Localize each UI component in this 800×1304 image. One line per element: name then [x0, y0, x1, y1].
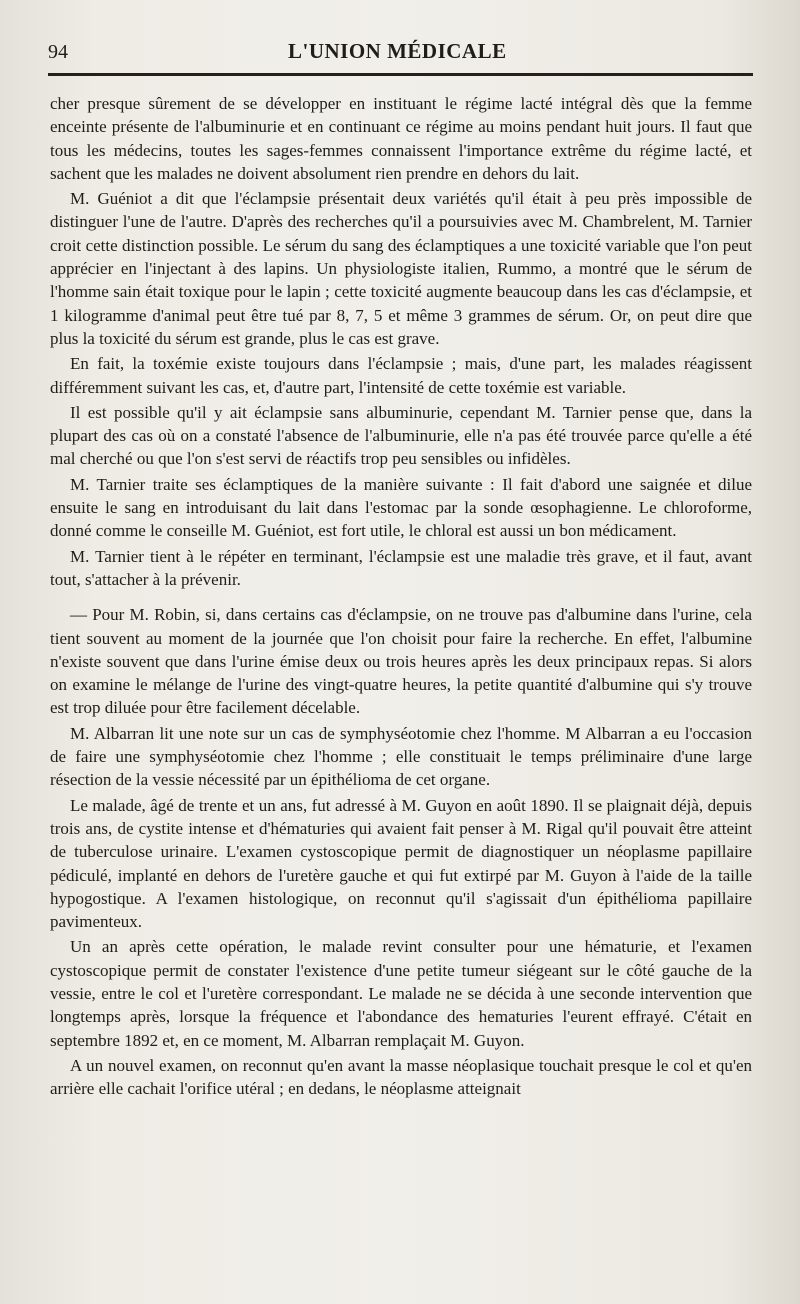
section-spacer [50, 593, 752, 603]
paragraph: cher presque sûrement de se développer en instituant le régime lacté intégral dès que la femme enceinte présente de l'albuminurie et en continuant ce régime au moins pendant huit jours. Il faut que tous les médecins, toutes les sages-femmes connaissent l'importance extrême du régime lacté, et sachent que les malades ne doivent absolument rien prendre en dehors du lait. [50, 94, 752, 183]
article-body [50, 92, 752, 1102]
paragraph: Le malade, âgé de trente et un ans, fut adressé à M. Guyon en août 1890. Il se plaignait déjà, depuis trois ans, de cystite intense et d'hématuries qui avaient fait penser à M. Rigal qu'il pouvait être atteint de tuberculose urinaire. L'examen cystoscopique permit de diagnostiquer un néoplasme papillaire pédiculé, implanté en dehors de l'uretère gauche et qui fut extirpé par M. Guyon à l'aide de la taille hypogostique. A l'examen histologique, on reconnut qu'il s'agissait d'un épithélioma papillaire pavimenteux. [50, 795, 752, 932]
header-rule [48, 73, 753, 76]
journal-title: L'UNION MÉDICALE [288, 39, 507, 63]
page-number: 94 [48, 41, 68, 63]
paragraph: M. Guéniot a dit que l'éclampsie présentait deux variétés qu'il était à peu près impossible de distinguer l'une de l'autre. D'après des recherches qu'il a poursuivies avec M. Chambrelent, M. Tarnier croit cette distinction possible. Le sérum du sang des éclamptiques a une toxicité variable que l'on peut apprécier en l'injectant à des lapins. Un physiologiste italien, Rummo, a montré que le sérum de l'homme sain était toxique pour le lapin ; cette toxicité augmente beaucoup dans les cas d'éclampsie, et 1 kilogramme d'animal peut être tué par 8, 7, 5 et même 3 grammes de sérum. Or, on peut dire que plus la toxicité du sérum est grande, plus le cas est grave. [50, 189, 752, 348]
paragraph: Il est possible qu'il y ait éclampsie sans albuminurie, cependant M. Tarnier pense que, dans la plupart des cas où on a constaté l'absence de l'albuminurie, elle n'a pas été trouvée parce qu'elle a été mal cherché ou que l'on s'est servi de réactifs trop peu sensibles ou infidèles. [50, 402, 752, 469]
paragraph: M. Albarran lit une note sur un cas de symphyséotomie chez l'homme. M Albarran a eu l'occasion de faire une symphyséotomie chez l'homme ; elle constituait le temps préliminaire d'une large résection de la vessie nécessité par un épithélioma de cet organe. [50, 723, 752, 790]
paragraph: En fait, la toxémie existe toujours dans l'éclampsie ; mais, d'une part, les malades réagissent différemment suivant les cas, et, d'autre part, l'intensité de cette toxémie est variable. [50, 354, 752, 397]
paragraph: A un nouvel examen, on reconnut qu'en avant la masse néoplasique touchait presque le col et qu'en arrière elle cachait l'orifice utéral ; en dedans, le néoplasme atteignait [50, 1055, 752, 1099]
paragraph: M. Tarnier traite ses éclamptiques de la manière suivante : Il fait d'abord une saignée et dilue ensuite le sang en introduisant du lait dans l'estomac par la sonde œsophagienne. Le chloroforme, donné comme le conseille M. Guéniot, est fort utile, le chloral est aussi un bon médicament. [50, 474, 752, 541]
paragraph: M. Tarnier tient à le répéter en terminant, l'éclampsie est une maladie très grave, et il faut, avant tout, s'attacher à la prévenir. [50, 546, 752, 589]
paragraph: Un an après cette opération, le malade revint consulter pour une hématurie, et l'examen cystoscopique permit de constater l'existence d'une petite tumeur siégeant sur le côté gauche de la vessie, entre le col et l'uretère correspondant. Le malade ne se décida à une seconde intervention que longtemps après, lorsque la fréquence et l'abondance des hematuries l'eurent effrayé. C'était en septembre 1892 et, en ce moment, M. Albarran remplaçait M. Guyon. [50, 937, 752, 1050]
paragraph: — Pour M. Robin, si, dans certains cas d'éclampsie, on ne trouve pas d'albumine dans l'urine, cela tient souvent au moment de la journée que l'on choisit pour faire la recherche. En effet, l'albumine n'existe souvent que dans l'urine émise deux ou trois heures après les deux principaux repas. Si alors on examine le mélange de l'urine des vingt-quatre heures, la petite quantité d'albumine qui s'y trouve est trop diluée pour être facilement décelable. [50, 605, 752, 718]
page-header [48, 38, 738, 72]
